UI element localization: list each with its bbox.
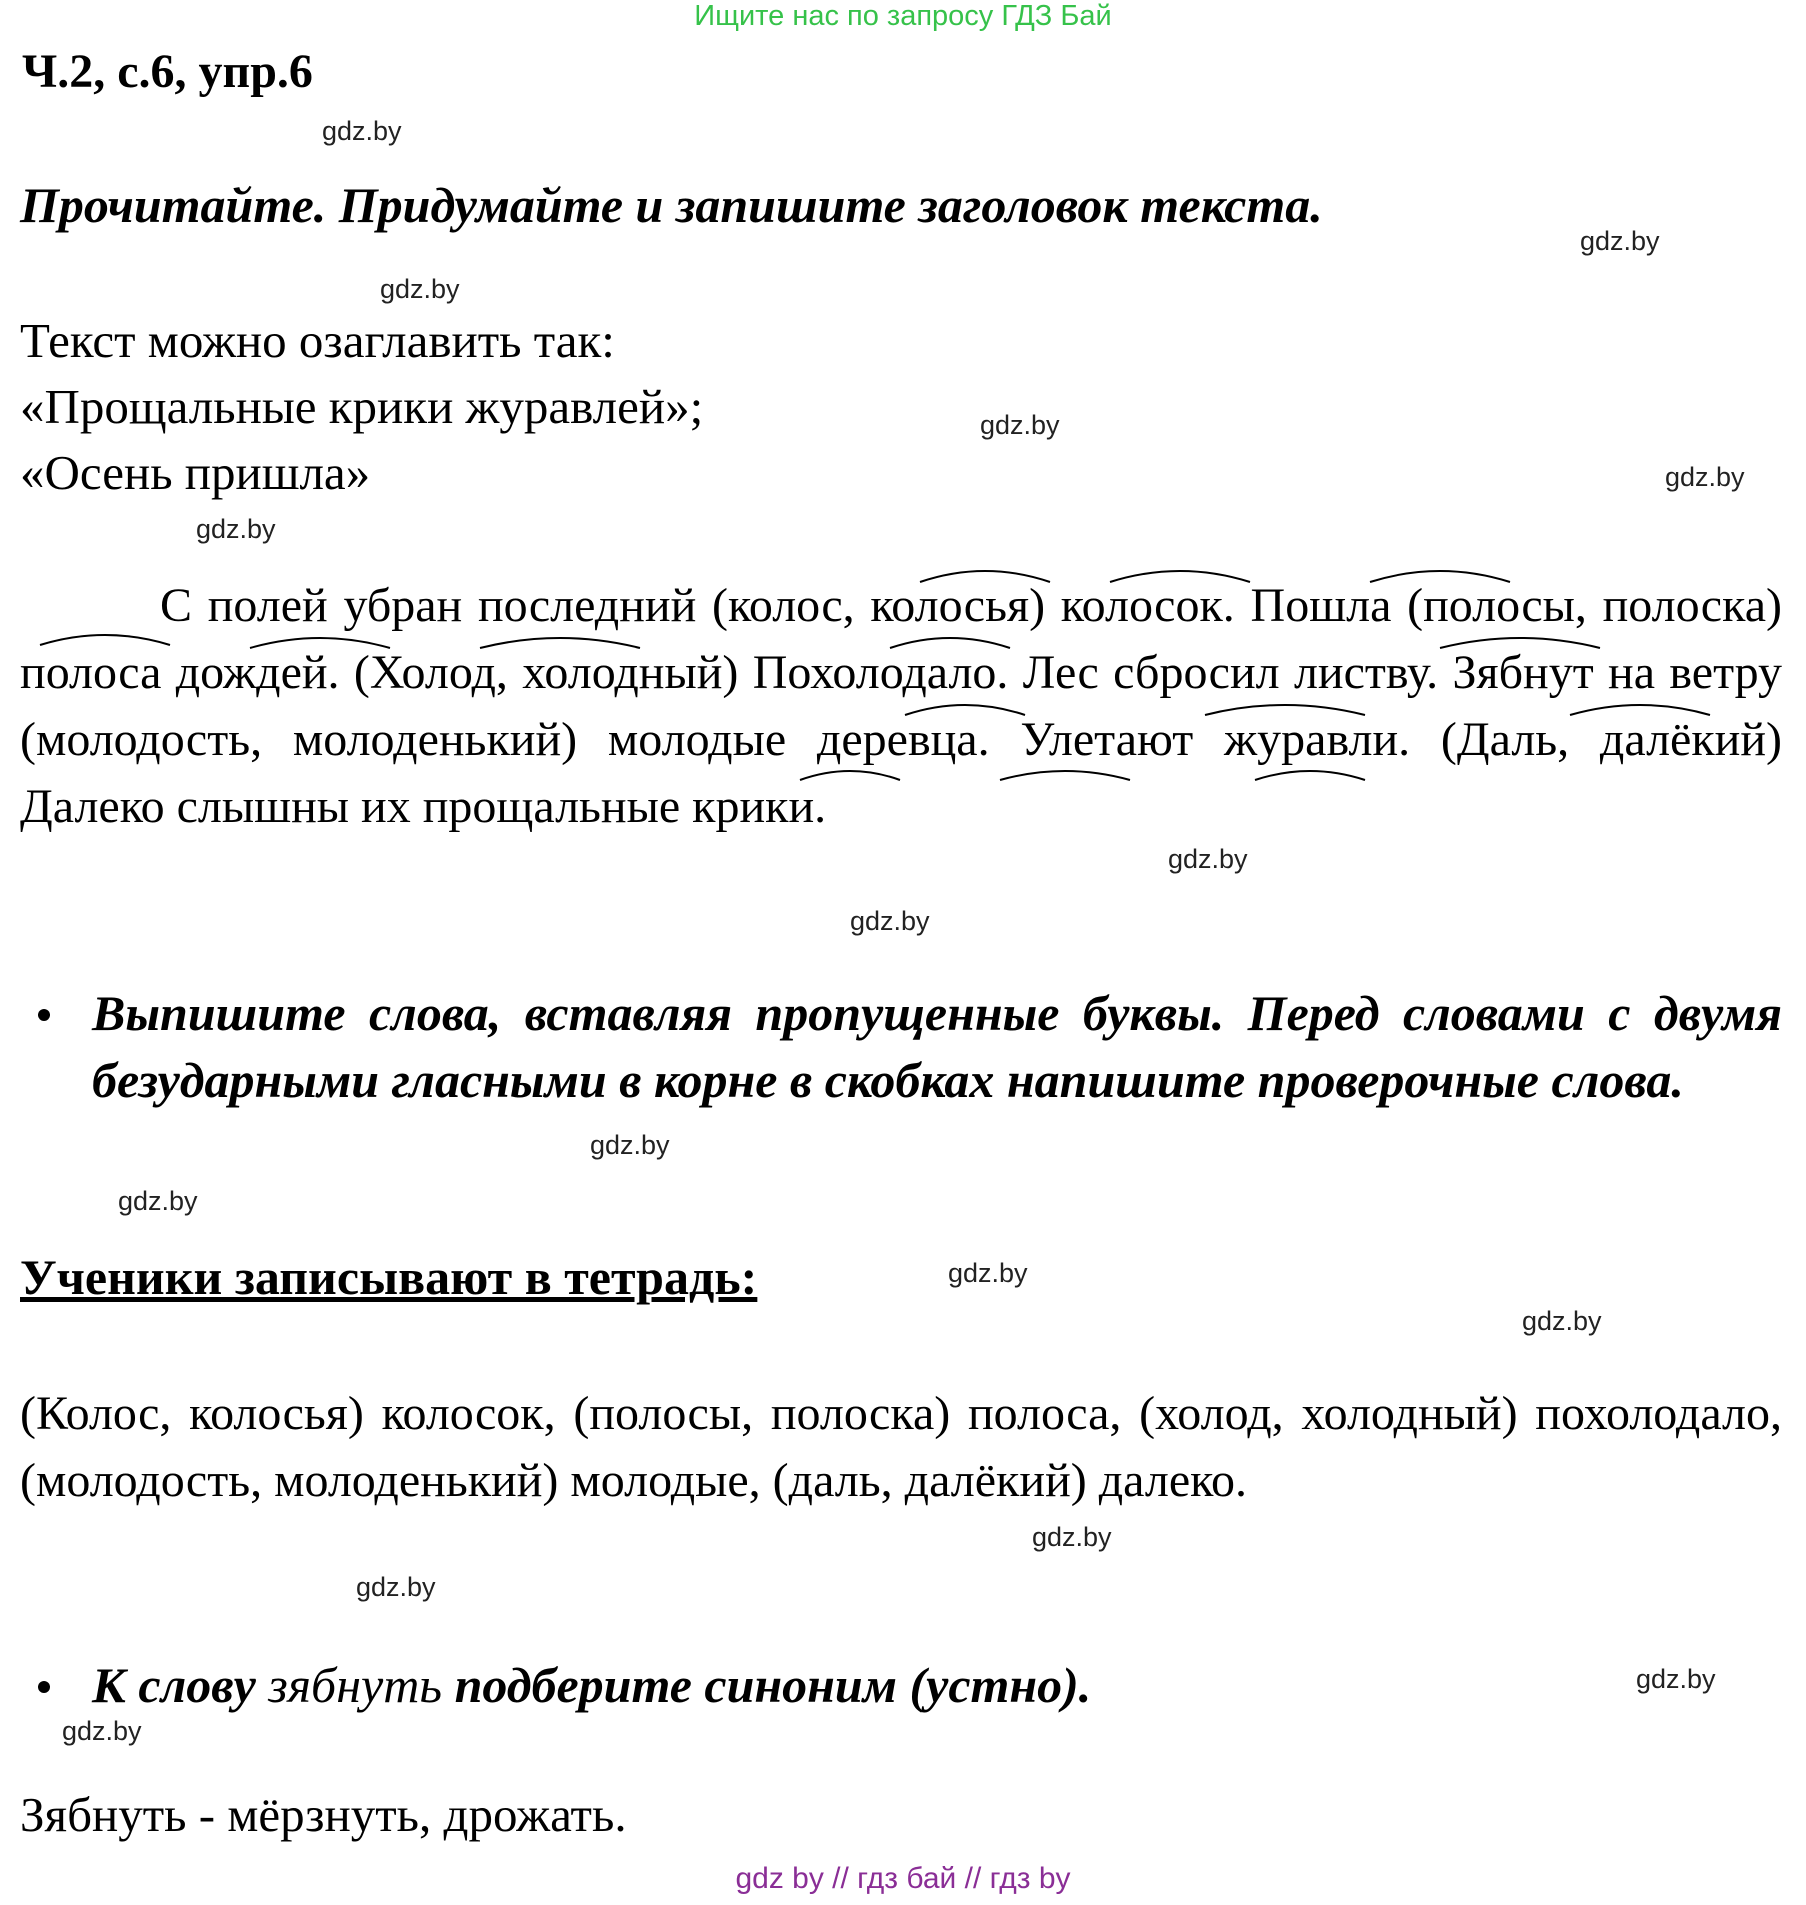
watermark: gdz.by [1636, 1664, 1716, 1694]
bullet-task-2-text [92, 1652, 1782, 1719]
top-search-hint[interactable]: Ищите нас по запросу ГДЗ Бай [694, 0, 1112, 32]
bullet-task-2 [20, 1652, 1782, 1722]
title-option-1: «Прощальные крики журавлей»; [20, 379, 704, 434]
bullet-task-1 [20, 980, 1782, 1190]
final-answer: Зябнуть - мёрзнуть, дрожать. [20, 1787, 627, 1842]
watermark: gdz.by [980, 410, 1060, 440]
answer-intro: Текст можно озаглавить так: [20, 313, 615, 368]
students-heading: Ученики записывают в тетрадь: [20, 1249, 758, 1305]
task-instruction: Прочитайте. Придумайте и запишите заголовок текста. [20, 177, 1323, 233]
watermark: gdz.by [380, 274, 460, 304]
watermark: gdz.by [590, 1130, 670, 1160]
bullet-dot [38, 1009, 50, 1021]
bullet-2-lead: К слову [92, 1657, 256, 1713]
title-option-2: «Осень пришла» [20, 445, 371, 500]
watermark: gdz.by [322, 116, 402, 146]
watermark: gdz.by [356, 1572, 436, 1602]
watermark: gdz.by [118, 1186, 198, 1216]
watermark: gdz.by [1168, 844, 1248, 874]
watermark: gdz.by [1665, 462, 1745, 492]
watermark: gdz.by [196, 514, 276, 544]
bullet-2-tail: подберите синоним (устно). [454, 1657, 1092, 1713]
footer-links[interactable]: gdz by // гдз бай // гдз by [735, 1862, 1071, 1895]
watermark: gdz.by [850, 906, 930, 936]
bullet-dot [38, 1681, 50, 1693]
watermark: gdz.by [948, 1258, 1028, 1288]
watermark: gdz.by [62, 1716, 142, 1746]
watermark: gdz.by [1522, 1306, 1602, 1336]
text-paragraph: С полей убран последний (колос, колосья) колосок. Пошла (полосы, полоска) полоса дождей. (Холод, холодный) Похолодало. Лес сбросил листву. Зябнут на ветру (молодость, молоденький) молодые деревца. Улетают журавли. (Даль, далёкий) Далеко слышны их прощальные крики. [20, 579, 1782, 833]
exercise-heading: Ч.2, с.6, упр.6 [22, 45, 313, 98]
watermark: gdz.by [1032, 1522, 1112, 1552]
bullet-task-1-text: Выпишите слова, вставляя пропущенные буквы. Перед словами с двумя безударными гласными в корне в скобках напишите проверочные слова. [92, 985, 1782, 1108]
bullet-2-word: зябнуть [268, 1657, 443, 1713]
watermark: gdz.by [1580, 226, 1660, 256]
students-answer: (Колос, колосья) колосок, (полосы, полоска) полоса, (холод, холодный) похолодало, (молодость, молоденький) молодые, (даль, далёкий) далеко. [20, 1387, 1782, 1507]
